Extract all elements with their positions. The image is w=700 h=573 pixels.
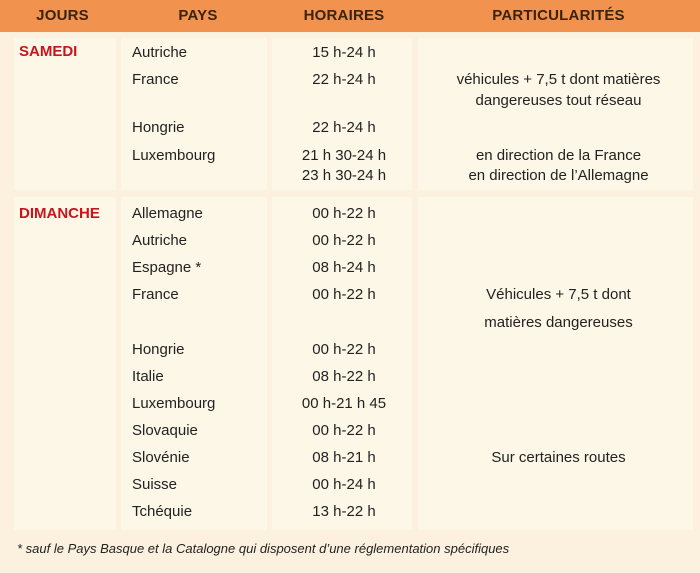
dimanche-time-autriche: 00 h-22 h <box>312 232 376 249</box>
samedi-country-france: France <box>132 71 179 88</box>
samedi-time-autriche: 15 h-24 h <box>312 44 376 61</box>
dimanche-time-slovenie: 08 h-21 h <box>312 449 376 466</box>
dimanche-country-hongrie: Hongrie <box>132 341 185 358</box>
samedi-note-france-line2: dangereuses tout réseau <box>475 92 642 109</box>
samedi-time-luxembourg-2: 23 h 30-24 h <box>301 167 387 184</box>
samedi-country-luxembourg: Luxembourg <box>132 147 216 164</box>
dimanche-time-espagne: 08 h-24 h <box>312 259 376 276</box>
dimanche-time-hongrie: 00 h-22 h <box>312 341 376 358</box>
dimanche-country-autriche: Autriche <box>132 232 188 249</box>
dimanche-country-espagne: Espagne * <box>132 259 202 276</box>
samedi-country-hongrie: Hongrie <box>132 119 185 136</box>
header-jours: JOURS <box>36 7 89 24</box>
header-particularites: PARTICULARITÉS <box>492 7 625 24</box>
dimanche-country-suisse: Suisse <box>132 476 178 493</box>
dimanche-note-france-line2: matières dangereuses <box>484 314 633 331</box>
day-samedi: SAMEDI <box>19 43 78 60</box>
samedi-note-lux-line2: en direction de l’Allemagne <box>468 167 649 184</box>
samedi-note-france-line1: véhicules + 7,5 t dont matières <box>456 71 661 88</box>
dimanche-time-allemagne: 00 h-22 h <box>312 205 376 222</box>
dimanche-note-france-line1: Véhicules + 7,5 t dont <box>486 286 631 303</box>
panel-dimanche-jours <box>14 197 116 530</box>
dimanche-country-allemagne: Allemagne <box>132 205 203 222</box>
dimanche-country-slovenie: Slovénie <box>132 449 190 466</box>
panel-samedi-jours <box>14 38 116 190</box>
table-header <box>0 0 700 32</box>
panel-dimanche-notes <box>418 197 693 530</box>
header-horaires: HORAIRES <box>303 7 385 24</box>
dimanche-country-france: France <box>132 286 179 303</box>
samedi-country-autriche: Autriche <box>132 44 188 61</box>
dimanche-country-slovaquie: Slovaquie <box>132 422 198 439</box>
header-pays: PAYS <box>178 7 218 24</box>
dimanche-country-luxembourg: Luxembourg <box>132 395 216 412</box>
dimanche-time-italie: 08 h-22 h <box>312 368 376 385</box>
day-dimanche: DIMANCHE <box>19 205 100 222</box>
dimanche-time-france: 00 h-22 h <box>312 286 376 303</box>
samedi-time-luxembourg-1: 21 h 30-24 h <box>301 147 387 164</box>
dimanche-country-italie: Italie <box>132 368 164 385</box>
samedi-time-france: 22 h-24 h <box>312 71 376 88</box>
dimanche-time-suisse: 00 h-24 h <box>312 476 376 493</box>
footnote: * sauf le Pays Basque et la Catalogne qui disposent d’une réglementation spécifiques <box>17 541 510 556</box>
dimanche-time-luxembourg: 00 h-21 h 45 <box>301 395 387 412</box>
samedi-note-lux-line1: en direction de la France <box>475 147 642 164</box>
dimanche-time-tchequie: 13 h-22 h <box>312 503 376 520</box>
dimanche-note-slovenie: Sur certaines routes <box>491 449 626 466</box>
samedi-time-hongrie: 22 h-24 h <box>312 119 376 136</box>
dimanche-time-slovaquie: 00 h-22 h <box>312 422 376 439</box>
dimanche-country-tchequie: Tchéquie <box>132 503 193 520</box>
